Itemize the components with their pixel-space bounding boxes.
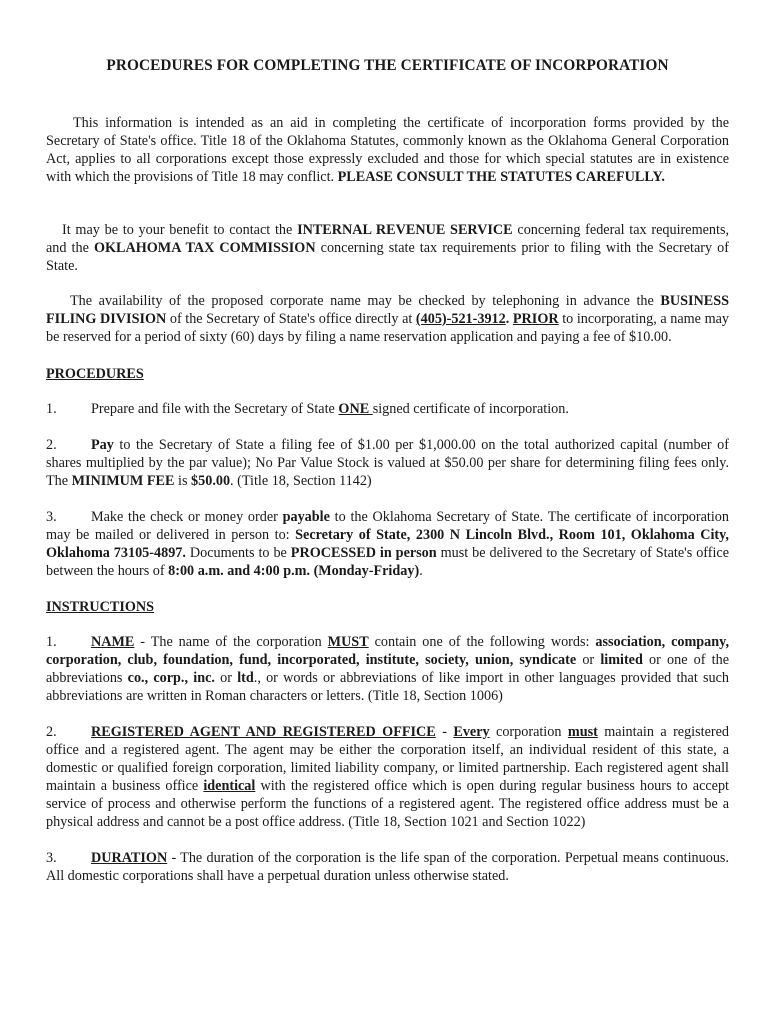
item-text: - The name of the corporation [134, 634, 328, 650]
phone-number: (405)-521-3912 [415, 310, 506, 327]
every-emphasis: Every [453, 724, 490, 740]
item-number: 3. [46, 509, 57, 525]
must-emphasis: MUST [327, 634, 369, 650]
item-text: is [174, 472, 192, 489]
item-number: 3. [46, 850, 57, 866]
item-text: Documents to be [185, 544, 291, 561]
must-emphasis: must [567, 724, 598, 740]
limited-word: limited [600, 651, 643, 668]
instruction-item-2 [46, 724, 729, 831]
item-number: 2. [46, 724, 57, 740]
office-hours: 8:00 a.m. and 4:00 p.m. (Monday-Friday) [168, 562, 420, 579]
item-number: 1. [46, 401, 57, 417]
procedures-heading: PROCEDURES [46, 366, 144, 382]
irs-name: INTERNAL REVENUE SERVICE [297, 222, 513, 238]
intro-paragraph-3 [46, 293, 729, 347]
required-words: association, company, corporation, club, foundation, fund, incorporated, institute, society, union, syndicate [46, 634, 730, 668]
intro-text: The availability of the proposed corporate name may be checked by telephoning in advance the [70, 293, 661, 309]
item-number: 1. [46, 634, 57, 650]
item-text: contain one of the following words: [368, 634, 596, 650]
instructions-heading: INSTRUCTIONS [46, 599, 155, 615]
registered-agent-heading: REGISTERED AGENT AND REGISTERED OFFICE [91, 724, 436, 740]
item-text: - The duration of the corporation is the life span of the corporation. Perpetual means continuous. All domestic corporations shall have a perpetual duration unless otherwise stated. [46, 850, 729, 884]
ltd-abbreviation: ltd [237, 669, 254, 686]
item-text: or one of the abbreviations [46, 651, 729, 686]
procedure-item-3 [46, 509, 729, 581]
payable-emphasis: payable [282, 509, 330, 525]
intro-text: to incorporating, a name may be reserved for a period of sixty (60) days by filing a name reservation application and paying a fee of $10.00. [46, 310, 729, 345]
item-text: . (Title 18, Section 1142) [230, 472, 372, 489]
item-text: with the registered office which is open during regular business hours to accept service of process and otherwise perform the functions of a registered agent. The registered office address must be a physical address and cannot be a post office address. (Title 18, Section 1021 and Section 1022) [46, 777, 729, 830]
item-text: or [576, 651, 601, 668]
item-text: Make the check or money order [91, 509, 283, 525]
item-text: maintain a registered office and a registered agent. The agent may be either the corporation itself, an individual resident of this state, a domestic or qualified foreign corporation, limited liability company, or limited partnership. Each registered agent shall maintain a business office [46, 724, 730, 794]
minimum-fee-label: MINIMUM FEE [71, 472, 175, 489]
item-text: to the Oklahoma Secretary of State. The certificate of incorporation may be mailed or delivered in person to: [46, 509, 729, 543]
intro-text: It may be to your benefit to contact the [62, 222, 298, 238]
intro-text: concerning federal tax requirements, and the [46, 222, 730, 256]
intro-paragraph-1 [46, 115, 729, 187]
item-text: must be delivered to the Secretary of State's office between the hours of [46, 544, 730, 579]
item-text: to the Secretary of State a filing fee of $1.00 per $1,000.00 on the total authorized capital (number of shares multiplied by the par value); No Par Value Stock is valued at $50.00 per share for determining filing fees only. The [46, 437, 729, 489]
consult-statutes-notice: PLEASE CONSULT THE STATUTES CAREFULLY. [337, 168, 665, 185]
name-heading: NAME [91, 634, 135, 650]
page-title: PROCEDURES FOR COMPLETING THE CERTIFICATE OF INCORPORATION [106, 57, 669, 74]
mailing-address: Secretary of State, 2300 N Lincoln Blvd., Room 101, Oklahoma City, Oklahoma 73105-4897. [46, 526, 729, 561]
instruction-item-3 [46, 850, 729, 886]
identical-emphasis: identical [203, 777, 256, 794]
procedure-item-2 [46, 437, 729, 491]
intro-paragraph-2 [46, 222, 729, 276]
prior-emphasis: PRIOR [512, 310, 559, 327]
item-text: signed certificate of incorporation. [372, 401, 569, 417]
duration-heading: DURATION [91, 850, 168, 866]
minimum-fee-amount: $50.00 [191, 472, 231, 489]
item-text: or [214, 669, 238, 686]
instruction-item-1 [46, 634, 729, 706]
item-text: corporation [489, 724, 568, 740]
item-text: - [435, 724, 454, 740]
item-text: ., or words or abbreviations of like import in other languages provided that such abbreviations are written in Roman characters or letters. (Title 18, Section 1006) [46, 669, 729, 704]
item-text: Prepare and file with the Secretary of State [91, 401, 339, 417]
intro-text: . [505, 310, 513, 327]
item-text: . [419, 562, 423, 579]
intro-text: concerning state tax requirements prior to filing with the Secretary of State. [46, 239, 729, 274]
processed-in-person: PROCESSED in person [290, 544, 437, 561]
intro-text: of the Secretary of State's office directly at [166, 310, 416, 327]
business-filing-division: BUSINESS FILING DIVISION [46, 293, 729, 327]
item-number: 2. [46, 437, 57, 453]
abbreviations: co., corp., inc. [127, 669, 215, 686]
pay-emphasis: Pay [91, 437, 114, 453]
procedure-item-1 [46, 401, 729, 419]
otc-name: OKLAHOMA TAX COMMISSION [93, 239, 316, 256]
intro-text: This information is intended as an aid in completing the certificate of incorporation forms provided by the Secretary of State's office. Title 18 of the Oklahoma Statutes, commonly known as the Oklahoma General Corporation Act, applies to all corporations except those expressly excluded and those for which special statutes are in existence with which the provisions of Title 18 may conflict. [46, 115, 729, 185]
one-emphasis: ONE [338, 401, 373, 417]
